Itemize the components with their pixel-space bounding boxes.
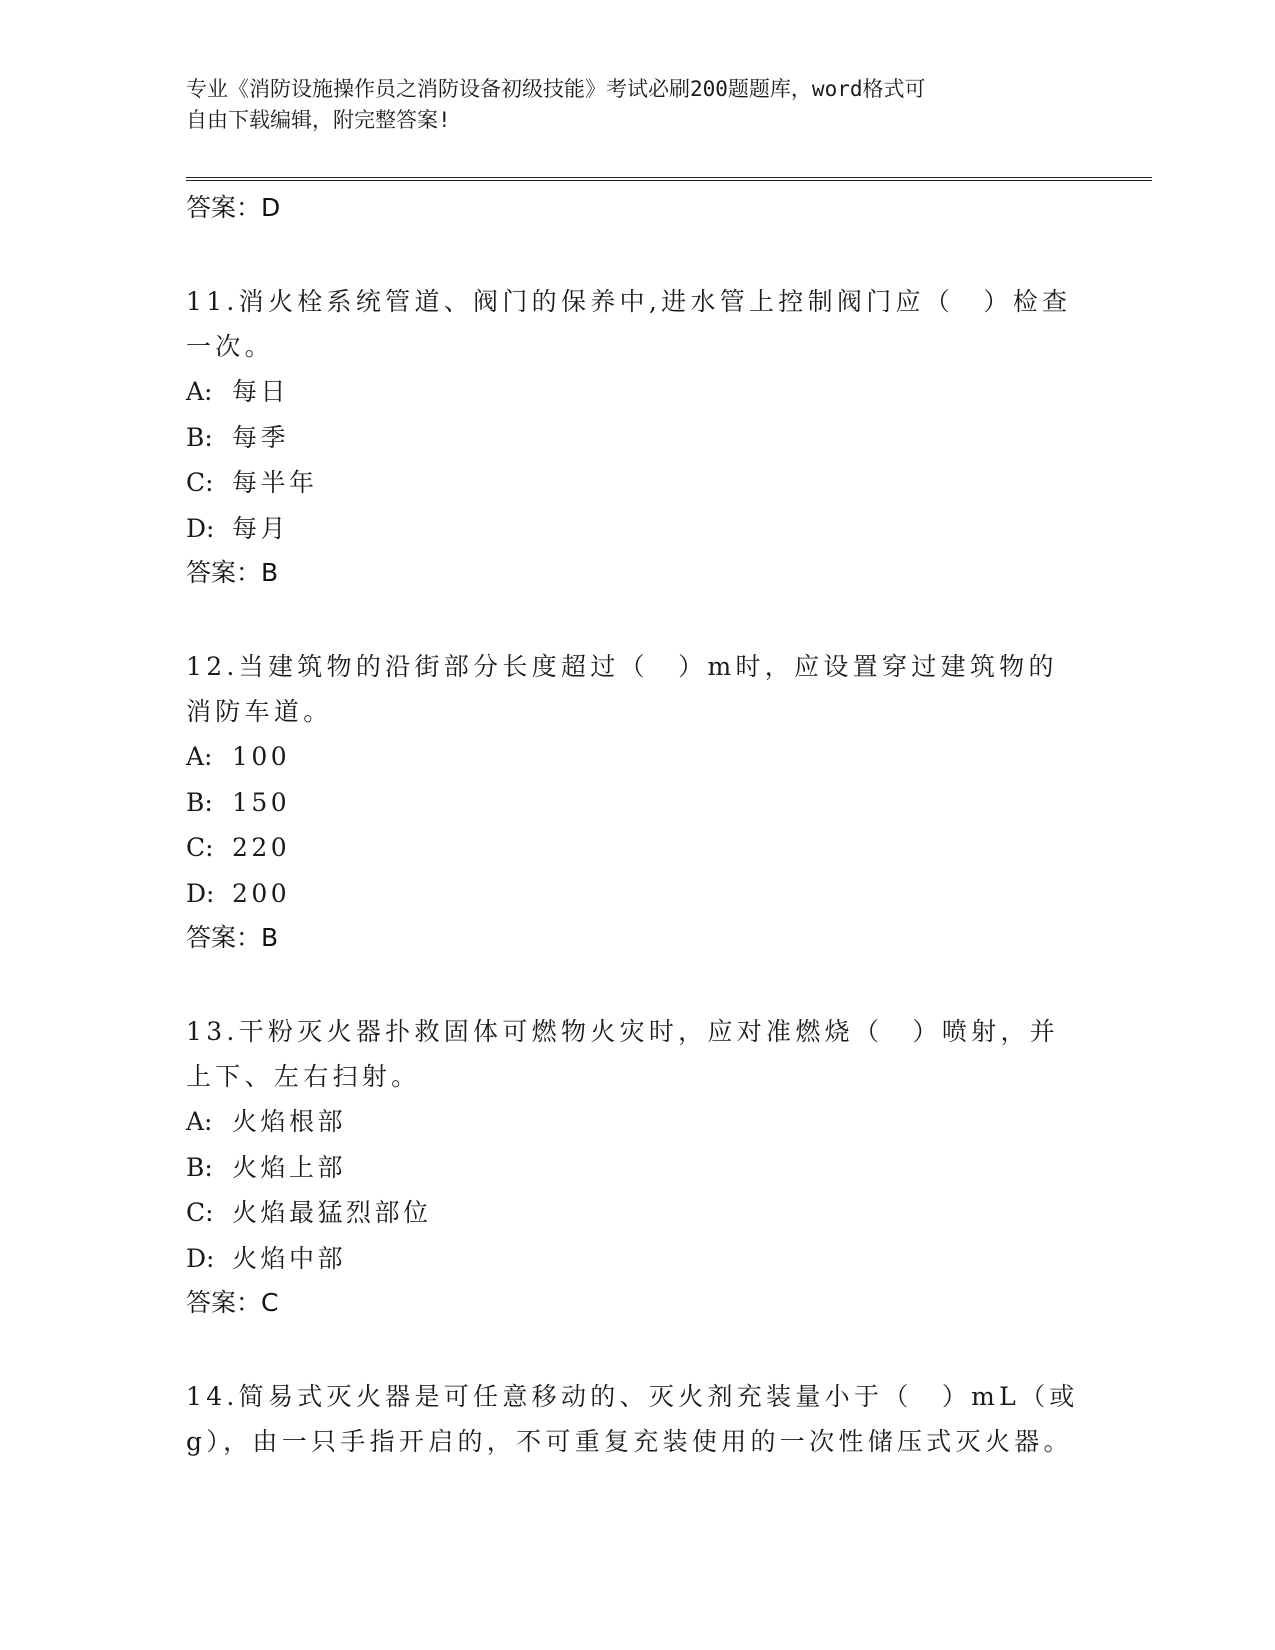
option-b [186,1145,1086,1191]
question-item [186,644,1086,960]
option-a [186,369,1086,415]
option-b [186,780,1086,826]
answer-line: 答案：D [186,193,281,222]
option-text: 每月 [232,513,290,543]
option-key: C: [186,1198,214,1227]
option-key: B: [186,787,213,817]
question-item [186,1009,1086,1325]
header-line-2: 自由下载编辑，附完整答案! [186,108,451,132]
page-header [186,74,1066,136]
option-text: 100 [232,742,291,771]
option-text: 220 [232,833,291,862]
option-text: 200 [232,878,291,908]
answer-line: 答案：C [186,1288,279,1317]
option-a [186,734,1086,780]
question-item [186,1374,1086,1464]
option-key: A: [186,742,213,771]
question-stem: 11.消火栓系统管道、阀门的保养中,进水管上控制阀门应（ ）检查一次。 [186,287,1072,361]
option-c [186,460,1086,506]
option-key: B: [186,1152,213,1182]
option-key: C: [186,468,214,497]
option-a [186,1099,1086,1145]
option-key: C: [186,833,214,862]
answer-line: 答案：B [186,558,279,587]
option-d [186,506,1086,552]
option-key: A: [186,1107,213,1136]
option-text: 每季 [232,422,290,452]
option-c [186,1190,1086,1236]
option-text: 每日 [232,377,290,406]
option-key: D: [186,878,215,908]
option-key: A: [186,377,213,406]
option-text: 火焰根部 [232,1107,347,1136]
option-c [186,825,1086,871]
option-d [186,871,1086,917]
option-text: 每半年 [232,468,318,497]
answer-line: 答案：B [186,923,279,952]
header-line-1: 专业《消防设施操作员之消防设备初级技能》考试必刷200题题库，word格式可 [186,77,926,101]
option-b [186,415,1086,461]
option-d [186,1236,1086,1282]
option-key: B: [186,422,213,452]
header-divider [186,177,1152,181]
option-text: 150 [232,787,291,817]
option-text: 火焰最猛烈部位 [232,1198,432,1227]
question-list [186,186,1086,1464]
question-stem: 14.简易式灭火器是可任意移动的、灭火剂充装量小于（ ）mL（或g），由一只手指开启的，不可重复充装使用的一次性储压式灭火器。 [186,1382,1079,1456]
question-item [186,279,1086,595]
option-key: D: [186,1243,215,1273]
question-stem: 12.当建筑物的沿街部分长度超过（ ）m时，应设置穿过建筑物的消防车道。 [186,652,1058,726]
option-key: D: [186,513,215,543]
question-stem: 13.干粉灭火器扑救固体可燃物火灾时，应对准燃烧（ ）喷射，并上下、左右扫射。 [186,1017,1060,1091]
option-text: 火焰上部 [232,1152,347,1182]
option-text: 火焰中部 [232,1243,347,1273]
